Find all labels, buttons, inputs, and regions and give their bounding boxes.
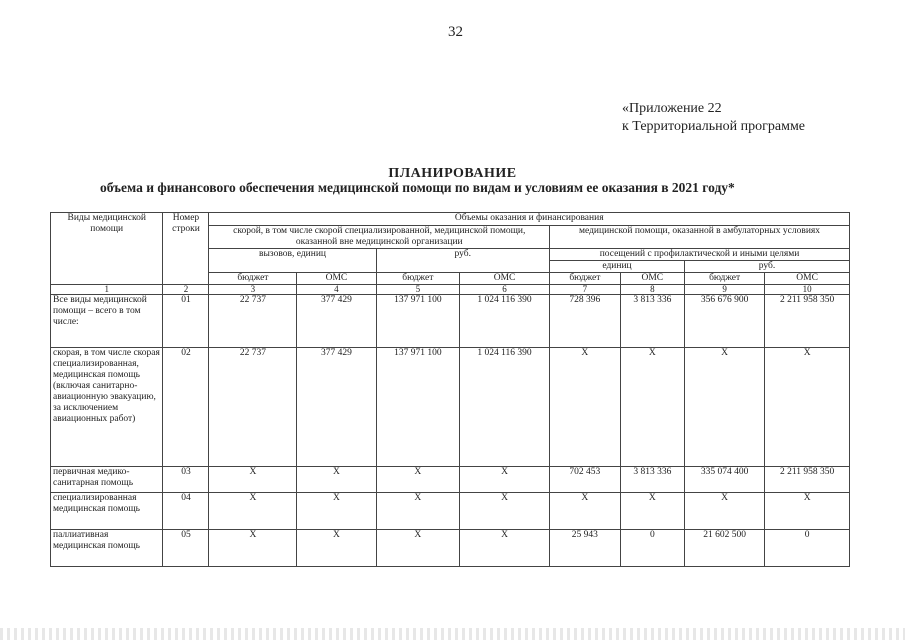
column-number: 6 [460,285,550,295]
page-number: 32 [448,24,463,40]
cell-ambulance-rub-oms: 1 024 116 390 [460,348,550,467]
cell-ambulance-rub-budget: X [376,493,460,530]
cell-visits-rub-oms: X [765,348,850,467]
header-oms: ОМС [460,273,550,285]
document-subtitle: объема и финансового обеспечения медицинской помощи по видам и условиям ее оказания в 2021 году* [100,180,735,195]
cell-visits-rub-oms: 0 [765,530,850,567]
cell-visits-units-oms: 3 813 336 [620,295,684,348]
cell-ambulance-calls-oms: X [297,493,376,530]
column-number: 2 [163,285,209,295]
cell-ambulance-calls-budget: 22 737 [209,295,297,348]
cell-ambulance-rub-budget: 137 971 100 [376,295,460,348]
column-number: 4 [297,285,376,295]
cell-visits-units-budget: 702 453 [550,467,621,493]
header-row-number: Номер строки [163,213,209,285]
cell-visits-units-oms: X [620,493,684,530]
row-label: специализированная медицинская помощь [51,493,163,530]
header-oms: ОМС [765,273,850,285]
cell-ambulance-rub-oms: X [460,493,550,530]
cell-visits-units-budget: X [550,493,621,530]
header-volumes: Объемы оказания и финансирования [209,213,850,226]
column-number: 7 [550,285,621,295]
cell-ambulance-calls-oms: 377 429 [297,348,376,467]
column-number: 5 [376,285,460,295]
row-label: паллиативная медицинская помощь [51,530,163,567]
document-title: ПЛАНИРОВАНИЕ [388,166,517,181]
row-number: 04 [163,493,209,530]
header-calls-units: вызовов, единиц [209,249,376,273]
header-outpatient: медицинской помощи, оказанной в амбулаторных условиях [550,226,850,249]
row-label: Все виды медицинской помощи – всего в том числе: [51,295,163,348]
appendix-note [622,100,805,136]
cell-visits-units-oms: X [620,348,684,467]
header-types: Виды медицинской помощи [51,213,163,285]
column-number: 10 [765,285,850,295]
cell-visits-rub-oms: 2 211 958 350 [765,467,850,493]
appendix-line-1: «Приложение 22 [622,101,722,116]
header-oms: ОМС [297,273,376,285]
cell-ambulance-calls-budget: 22 737 [209,348,297,467]
cell-visits-rub-oms: 2 211 958 350 [765,295,850,348]
header-visits-units: единиц [550,261,685,273]
cell-visits-units-oms: 3 813 336 [620,467,684,493]
cell-visits-units-oms: 0 [620,530,684,567]
cell-ambulance-calls-oms: X [297,467,376,493]
row-number: 01 [163,295,209,348]
row-number: 02 [163,348,209,467]
header-budget: бюджет [550,273,621,285]
header-visits: посещений с профилактической и иными целями [550,249,850,261]
scan-artifact-strip [0,628,905,640]
cell-visits-rub-budget: 335 074 400 [684,467,764,493]
cell-ambulance-rub-budget: X [376,467,460,493]
table-row [51,493,850,530]
cell-visits-rub-budget: 21 602 500 [684,530,764,567]
cell-ambulance-calls-budget: X [209,467,297,493]
row-number: 05 [163,530,209,567]
row-number: 03 [163,467,209,493]
column-number: 3 [209,285,297,295]
cell-ambulance-calls-budget: X [209,493,297,530]
row-label: первичная медико-санитарная помощь [51,467,163,493]
header-ambulance: скорой, в том числе скорой специализированной, медицинской помощи, оказанной вне медицинской организации [209,226,550,249]
header-budget: бюджет [209,273,297,285]
cell-ambulance-rub-budget: X [376,530,460,567]
table-row [51,295,850,348]
cell-visits-rub-budget: X [684,348,764,467]
cell-ambulance-calls-oms: X [297,530,376,567]
cell-visits-units-budget: X [550,348,621,467]
planning-table [50,212,850,567]
column-number: 8 [620,285,684,295]
header-budget: бюджет [684,273,764,285]
cell-ambulance-rub-oms: X [460,467,550,493]
cell-visits-rub-budget: X [684,493,764,530]
header-rub-outpatient: руб. [684,261,849,273]
column-number: 9 [684,285,764,295]
appendix-line-2: к Территориальной программе [622,119,806,134]
cell-visits-rub-oms: X [765,493,850,530]
cell-visits-units-budget: 25 943 [550,530,621,567]
header-oms: ОМС [620,273,684,285]
table-row [51,348,850,467]
table-row [51,530,850,567]
cell-ambulance-rub-oms: X [460,530,550,567]
cell-visits-units-budget: 728 396 [550,295,621,348]
table-row [51,467,850,493]
cell-visits-rub-budget: 356 676 900 [684,295,764,348]
cell-ambulance-rub-oms: 1 024 116 390 [460,295,550,348]
cell-ambulance-calls-budget: X [209,530,297,567]
header-rub-ambulance: руб. [376,249,549,273]
cell-ambulance-rub-budget: 137 971 100 [376,348,460,467]
header-budget: бюджет [376,273,460,285]
column-number: 1 [51,285,163,295]
row-label: скорая, в том числе скорая специализированная, медицинская помощь (включая санитарно-авиационную эвакуацию, за исключением авиационных работ) [51,348,163,467]
cell-ambulance-calls-oms: 377 429 [297,295,376,348]
